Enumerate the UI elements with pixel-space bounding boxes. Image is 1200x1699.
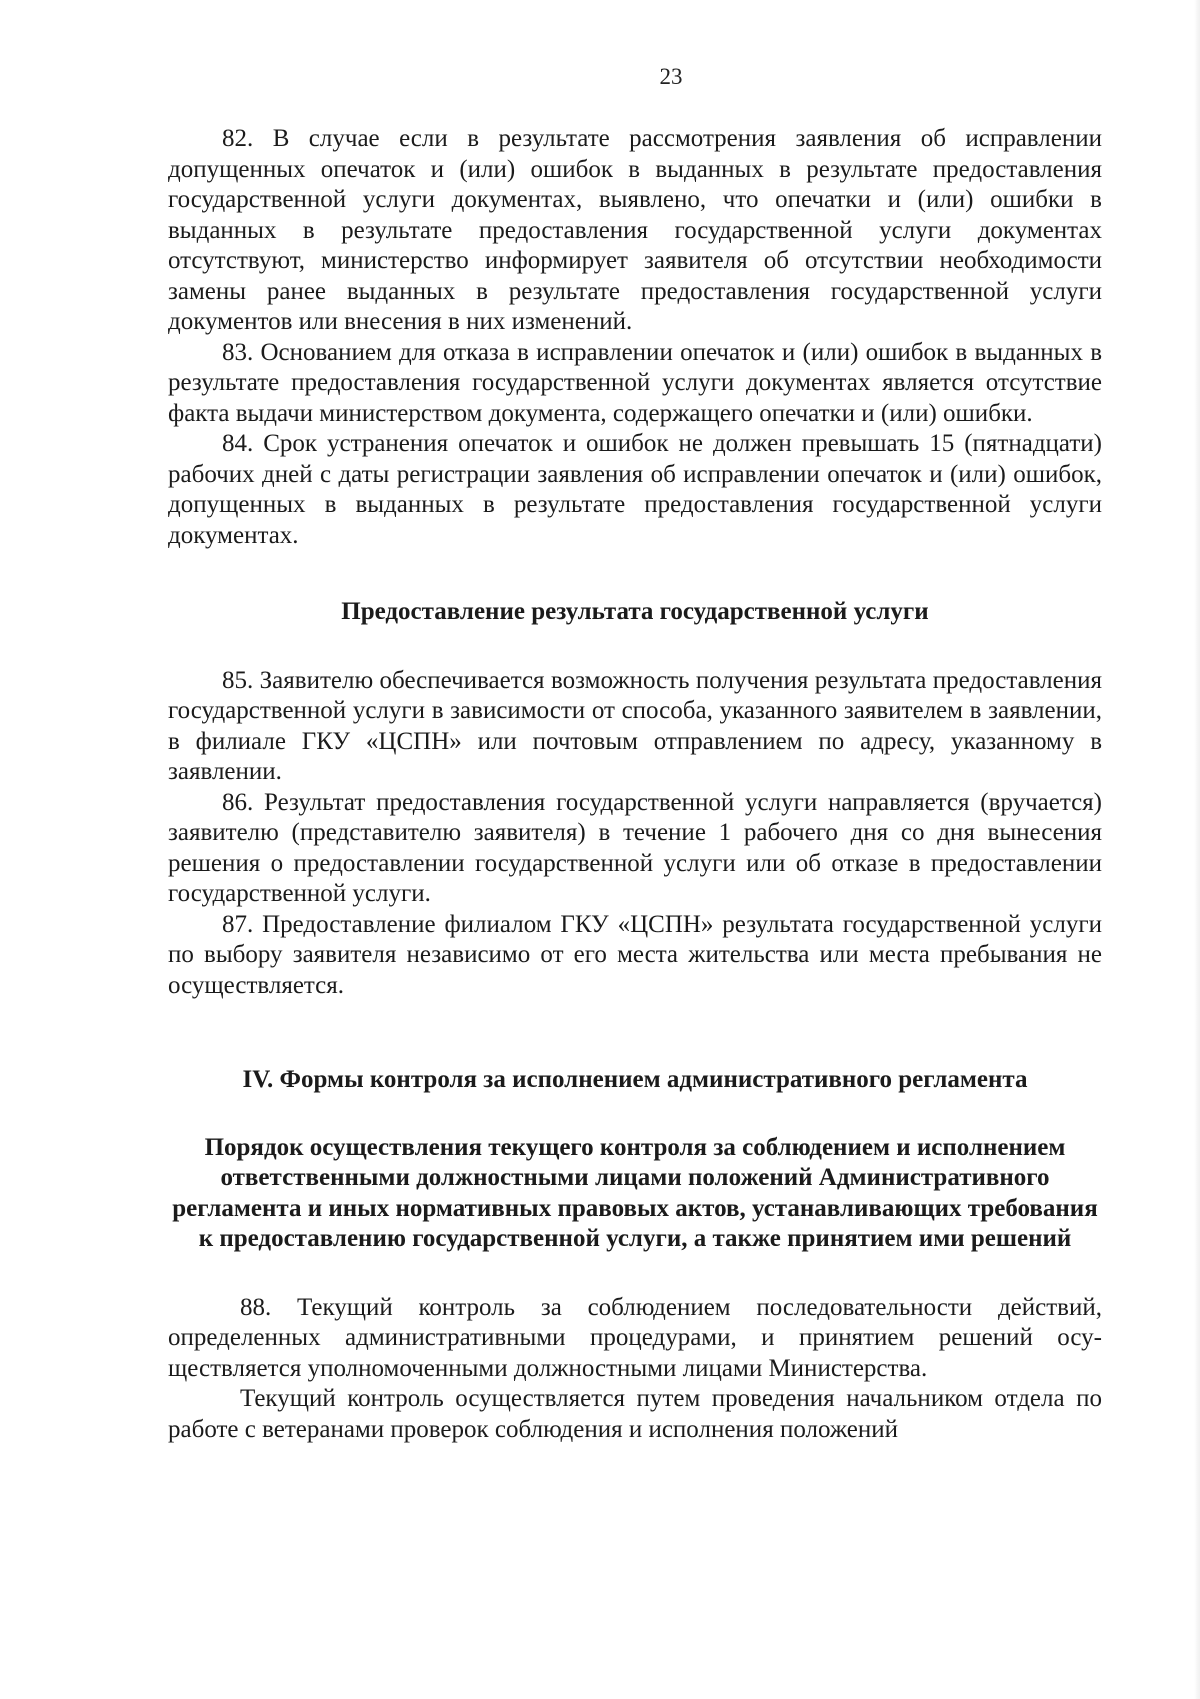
page-number: 23 — [659, 64, 683, 89]
paragraph-83: 83. Основанием для отказа в исправлении опечаток и (или) ошибок в выданных в результате предоставления государственной услуги документах является отсутствие факта выдачи министерством документа, содержащего опечатки и (или) ошибки. — [168, 338, 1102, 427]
document-body — [168, 124, 1102, 1445]
paragraph-88-continued: Текущий контроль осуществляется путем проведения начальником отдела по работе с ветеранами проверок соблюдения и исполнения положений — [168, 1385, 1102, 1443]
paragraph-86: 86. Результат предоставления государственной услуги направляется (вручается) заявителю (представителю заявителя) в течение 1 рабочего дня со дня вынесения решения о предоставлении государственной услуги или об отказе в предоставлении государственной услуги. — [168, 788, 1102, 907]
paragraph-85: 85. Заявителю обеспечивается возможность получения результата предоставления государственной услуги в зависимости от способа, указанного заявителем в заявлении, в филиале ГКУ «ЦСПН» или почтовым отправлением по адресу, указанному в заявлении. — [168, 666, 1102, 785]
section-heading-iv: IV. Формы контроля за исполнением административного регламента — [242, 1066, 1028, 1093]
paragraph-84: 84. Срок устранения опечаток и ошибок не должен превышать 15 (пятнадцати) рабочих дней с даты регистрации заявления об исправлении опечаток и (или) ошибок, допущенных в выданных в результате предоставления государственной услуги документах. — [168, 430, 1102, 549]
paragraph-82: 82. В случае если в результате рассмотрения заявления об исправлении допущенных опечаток и (или) ошибок в выданных в результате предоставления государственной услуги документах, выявлено, что опечатки и (или) ошибки в выданных в результате предоставления государственной услуги документах отсутствуют, министерство информирует заявителя об отсутствии необходимости замены ранее выданных в результате предоставления государственной услуги документов или внесения в них изменений. — [168, 125, 1102, 335]
paragraph-88: 88. Текущий контроль за соблюдением последовательности действий, определенных административными процедурами, и принятием решений осуществляется уполномоченными должностными лицами Министерства. — [168, 1293, 1102, 1382]
subheading-result: Предоставление результата государственной услуги — [341, 598, 929, 625]
paragraph-87: 87. Предоставление филиалом ГКУ «ЦСПН» результата государственной услуги по выбору заявителя независимо от его места жительства или места пребывания не осуществляется. — [168, 910, 1102, 999]
subheading-current-control: Порядок осуществления текущего контроля за соблюдением и исполнением ответственными должностными лицами положений Административного регламента и иных нормативных правовых актов, устанавливающих требования к предоставлению государственной услуги, а также принятием ими решений — [172, 1133, 1098, 1252]
scan-edge-shadow — [1194, 0, 1200, 1699]
